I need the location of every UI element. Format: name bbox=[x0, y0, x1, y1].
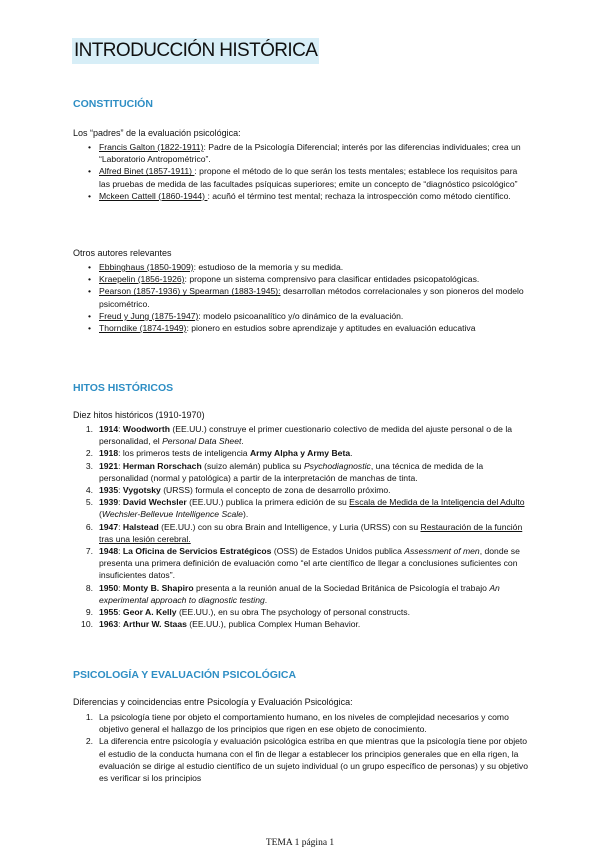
list-item: • Ebbinghaus (1850-1909): estudioso de la memoria y su medida. bbox=[73, 261, 528, 273]
list-item: • Thorndike (1874-1949): pionero en estudios sobre aprendizaje y aptitudes en evaluación educativa bbox=[73, 322, 528, 334]
page-footer: TEMA 1 página 1 bbox=[265, 838, 335, 848]
heading-hitos: HITOS HISTÓRICOS bbox=[73, 382, 174, 394]
list-item: 3. 1921: Herman Rorschach (suizo alemán) publica su Psychodiagnostic, una técnica de medida de la personalidad (normal y patológica) a partir de la interpretación de manchas de tinta. bbox=[85, 460, 484, 483]
heading-constitucion: CONSTITUCIÓN bbox=[73, 98, 153, 110]
list-item: • Alfred Binet (1857-1911) : propone el método de lo que serán los tests mentales; establece los requisitos para las pruebas de medida de las facultades psíquicas superiores; emite un concepto de “diagnóstico psicológico” bbox=[73, 165, 528, 189]
psicologia-list bbox=[73, 711, 528, 784]
list-item: 9. 1955: Geor A. Kelly (EE.UU.), en su obra The psychology of personal constructs. bbox=[85, 607, 410, 618]
list-item: 2. 1918: los primeros tests de inteligencia Army Alpha y Army Beta. bbox=[85, 448, 353, 459]
list-item: 8. 1950: Monty B. Shapiro presenta a la reunión anual de la Sociedad Británica de Psicología el trabajo An experimental approach to diagnostic testing. bbox=[85, 582, 500, 605]
hitos-intro: Diez hitos históricos (1910-1970) bbox=[73, 410, 205, 420]
otros-autores-list bbox=[73, 261, 528, 334]
otros-autores-intro: Otros autores relevantes bbox=[73, 248, 172, 258]
list-item: • Francis Galton (1822-1911): Padre de la Psicología Diferencial; interés por las diferencias individuales; crea un “Laboratorio Antropométrico”. bbox=[73, 141, 528, 165]
list-item: • Pearson (1857-1936) y Spearman (1883-1945): desarrollan métodos correlacionales y son pioneros del modelo psicométrico. bbox=[73, 285, 528, 309]
padres-list bbox=[73, 141, 528, 202]
page-title: INTRODUCCIÓN HISTÓRICA bbox=[72, 38, 319, 64]
list-item: 7. 1948: La Oficina de Servicios Estratégicos (OSS) de Estados Unidos publica Assessment of men, donde se presenta una primera definición de evaluación como “el arte científico de llegar a conclusiones suficientes con insuficientes datos”. bbox=[85, 546, 520, 581]
list-item: 2. La diferencia entre psicología y evaluación psicológica estriba en que mientras que la psicología tiene por objeto el estudio de la conducta humana con el fin de llegar a establecer los principios generales que en ella rigen, la evaluación se dirige al estudio científico de un sujeto individual (o un grupo específico de personas) y su objetivo es verificar si los principios bbox=[85, 736, 528, 784]
list-item: 1. La psicología tiene por objeto el comportamiento humano, en los niveles de complejidad necesarios y como objetivo general el hallazgo de los principios que rigen en ese objeto de conocimiento. bbox=[85, 712, 509, 735]
constitucion-intro: Los “padres” de la evaluación psicológica: bbox=[73, 128, 241, 138]
list-item: 10. 1963: Arthur W. Staas (EE.UU.), publica Complex Human Behavior. bbox=[81, 619, 361, 630]
list-item: 4. 1935: Vygotsky (URSS) formula el concepto de zona de desarrollo próximo. bbox=[85, 485, 391, 496]
heading-psicologia: PSICOLOGÍA Y EVALUACIÓN PSICOLÓGICA bbox=[73, 669, 297, 681]
hitos-list bbox=[73, 423, 528, 630]
psicologia-intro: Diferencias y coincidencias entre Psicología y Evaluación Psicológica: bbox=[73, 697, 353, 707]
list-item: • Kraepelin (1856-1926): propone un sistema comprensivo para clasificar entidades psicopatológicas. bbox=[73, 273, 528, 285]
list-item: 5. 1939: David Wechsler (EE.UU.) publica la primera edición de su Escala de Medida de la Inteligencia del Adulto (Wechsler-Bellevue Intelligence Scale). bbox=[85, 497, 525, 520]
list-item: 6. 1947: Halstead (EE.UU.) con su obra Brain and Intelligence, y Luria (URSS) con su Restauración de la función tras una lesión cerebral. bbox=[85, 521, 523, 544]
list-item: • Mckeen Cattell (1860-1944) : acuñó el término test mental; rechaza la introspección como método científico. bbox=[73, 190, 528, 202]
list-item: • Freud y Jung (1875-1947): modelo psicoanalítico y/o dinámico de la evaluación. bbox=[73, 310, 528, 322]
list-item: 1. 1914: Woodworth (EE.UU.) construye el primer cuestionario colectivo de medida del ajuste personal o de la personalidad, el Personal Data Sheet. bbox=[85, 424, 513, 447]
